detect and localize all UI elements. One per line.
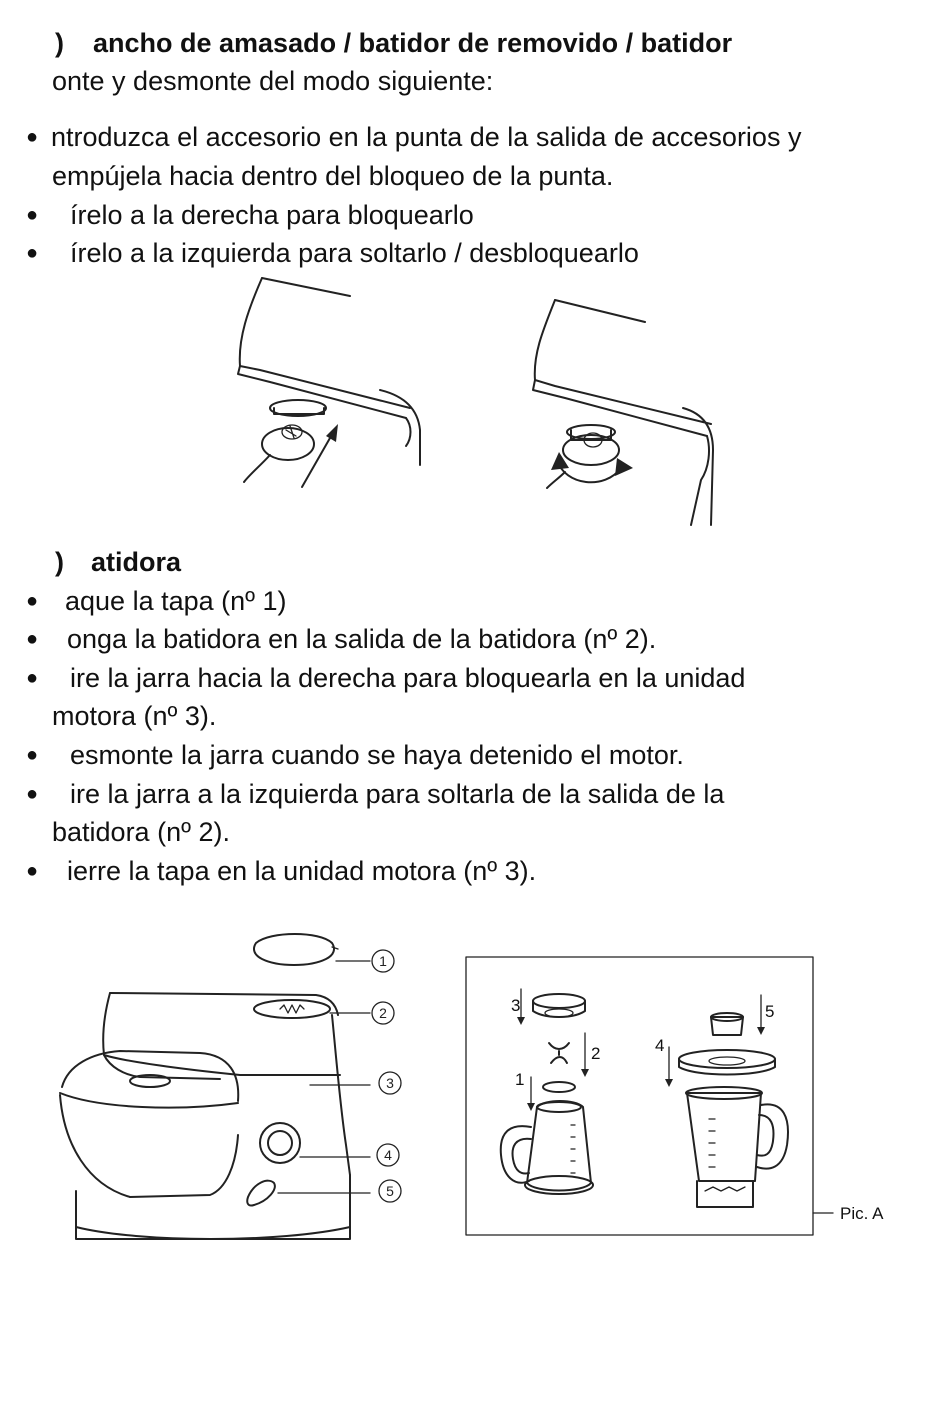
section2-item-3-line1: ire la jarra hacia la derecha para bloquearla en la unidad <box>70 663 746 693</box>
callout-4 <box>377 1144 399 1166</box>
section1-item-1-line1: ntroduzca el accesorio en la punta de la salida de accesorios y <box>51 122 802 152</box>
section1-item-2: írelo a la derecha para bloquearlo <box>70 200 474 230</box>
bullet: ● <box>26 628 39 650</box>
section1-heading-prefix: ) <box>55 28 64 58</box>
section2-item-1: aque la tapa (nº 1) <box>65 586 287 616</box>
bullet: ● <box>26 860 39 882</box>
pic-label: Pic. A <box>840 1204 884 1223</box>
svg-text:5: 5 <box>386 1183 394 1199</box>
callout-3 <box>379 1072 401 1094</box>
svg-text:2: 2 <box>591 1044 601 1063</box>
step-label-4 <box>655 1036 664 1055</box>
callout-5 <box>379 1180 401 1202</box>
section1-intro: onte y desmonte del modo siguiente: <box>52 66 494 96</box>
bullet: ● <box>26 242 39 264</box>
stand-mixer-diagram <box>40 925 420 1255</box>
svg-text:4: 4 <box>384 1147 392 1163</box>
section1-heading: ancho de amasado / batidor de removido / batidor <box>93 28 733 58</box>
section1-item-3: írelo a la izquierda para soltarlo / desbloquearlo <box>70 238 639 268</box>
step-label-1 <box>515 1070 524 1089</box>
bullet: ● <box>26 744 39 766</box>
bullet: ● <box>26 590 39 612</box>
bullet: ● <box>26 204 39 226</box>
section2-heading: atidora <box>91 547 182 577</box>
section2-heading-prefix: ) <box>55 547 64 577</box>
svg-text:3: 3 <box>386 1075 394 1091</box>
svg-text:1: 1 <box>515 1070 525 1089</box>
bullet: ● <box>26 667 39 689</box>
attach-lock-diagram <box>230 270 430 495</box>
section2-item-5-line2: batidora (nº 2). <box>52 817 230 847</box>
step-label-2 <box>591 1044 600 1063</box>
svg-text:2: 2 <box>379 1005 387 1021</box>
section1-item-1-line2: empújela hacia dentro del bloqueo de la punta. <box>52 161 614 191</box>
callout-2 <box>372 1002 394 1024</box>
section2-item-3-line2: motora (nº 3). <box>52 701 217 731</box>
svg-text:3: 3 <box>511 996 521 1015</box>
section2-item-5-line1: ire la jarra a la izquierda para soltarla de la salida de la <box>70 779 725 809</box>
blender-assembly-diagram <box>465 955 905 1240</box>
step-label-5 <box>765 1002 774 1021</box>
bullet: ● <box>26 126 39 148</box>
step-label-3 <box>511 996 520 1015</box>
section2-item-4: esmonte la jarra cuando se haya detenido el motor. <box>70 740 684 770</box>
svg-text:1: 1 <box>379 953 387 969</box>
svg-text:4: 4 <box>655 1036 665 1055</box>
bullet: ● <box>26 783 39 805</box>
section2-item-6: ierre la tapa en la unidad motora (nº 3). <box>67 856 537 886</box>
callout-1 <box>372 950 394 972</box>
attach-unlock-diagram <box>515 290 725 535</box>
section2-item-2: onga la batidora en la salida de la batidora (nº 2). <box>67 624 657 654</box>
svg-text:5: 5 <box>765 1002 775 1021</box>
